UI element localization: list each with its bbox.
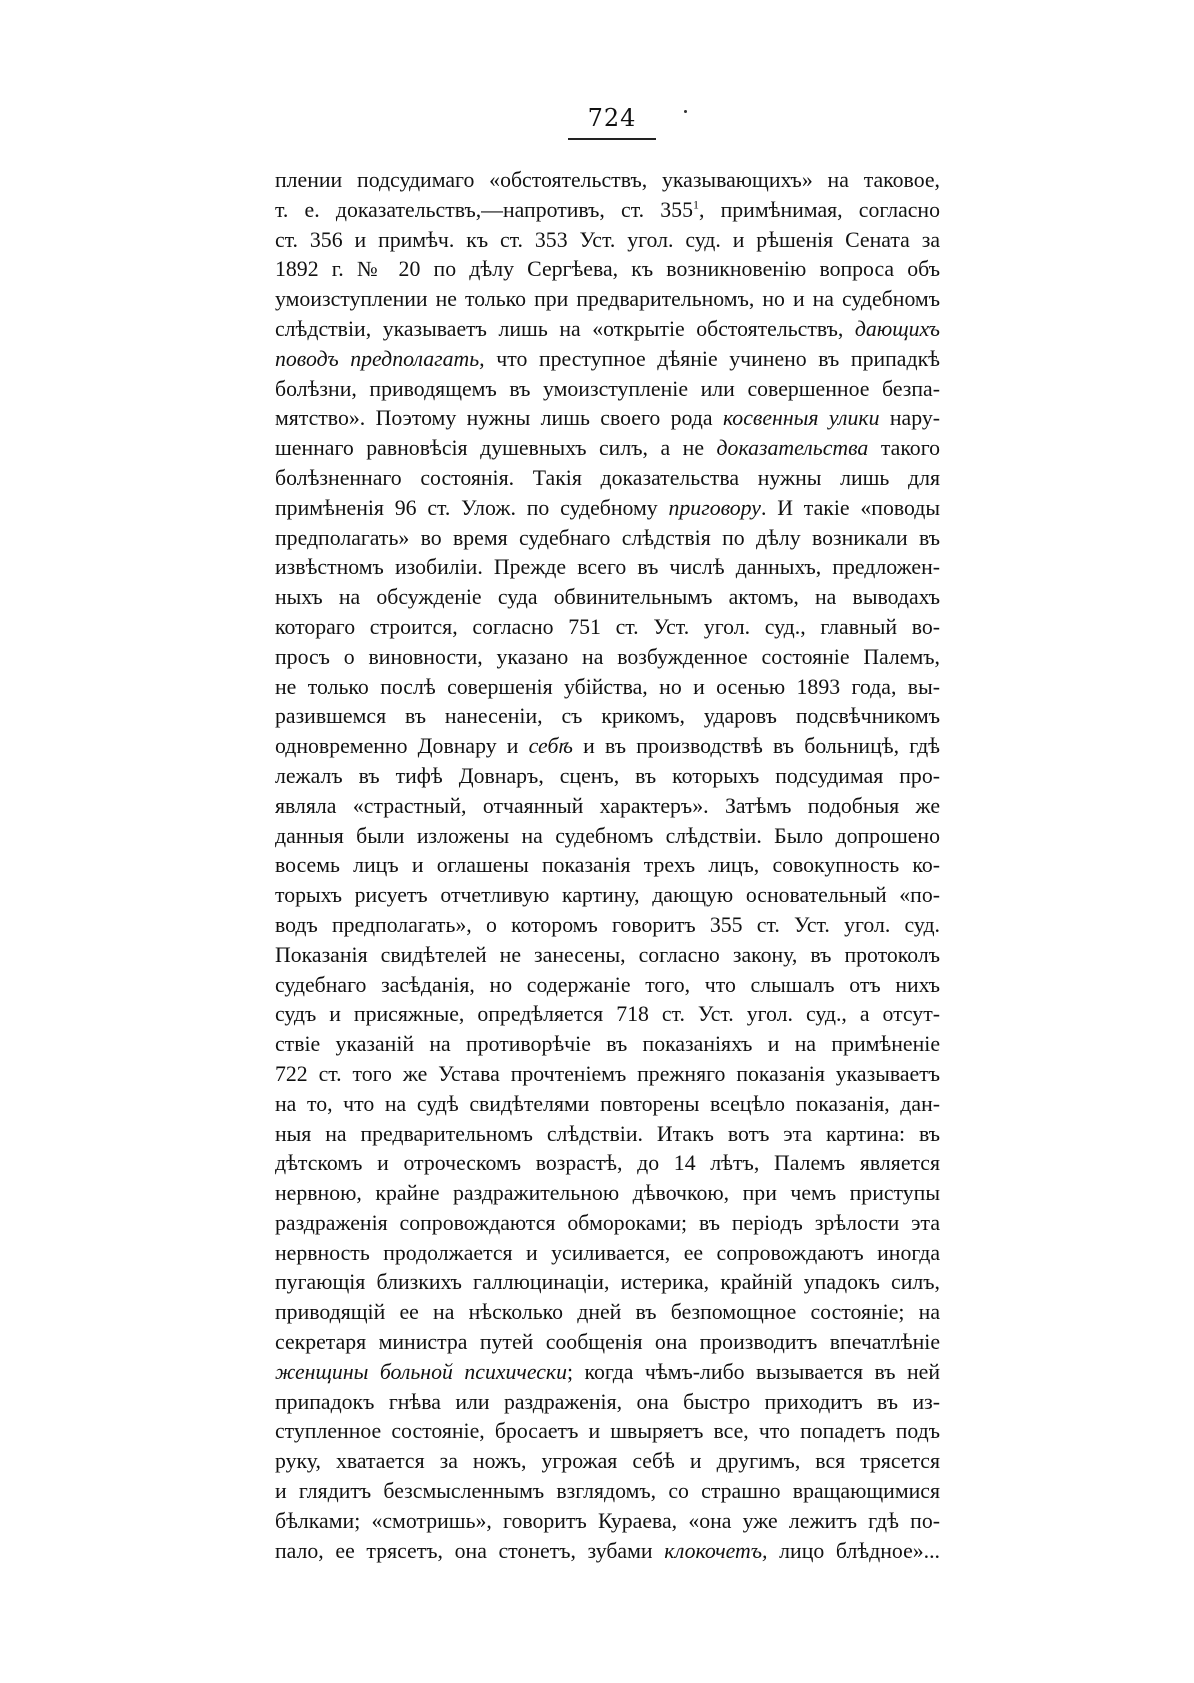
text-segment: не только послѣ совершенія убійства, но и осенью 1893 года, вы-: [275, 674, 940, 699]
text-line: [275, 1507, 940, 1537]
text-line: [275, 404, 940, 434]
text-segment: нервность продолжается и усиливается, ее сопровождаютъ иногда: [275, 1240, 940, 1265]
text-segment: дѣтскомъ и отроческомъ возрастѣ, до 14 лѣтъ, Палемъ является: [275, 1151, 940, 1176]
text-segment: пало, ее трясетъ, она стонетъ, зубами: [275, 1538, 665, 1563]
text-line: [275, 1447, 940, 1477]
text-line: [275, 881, 940, 911]
text-line: [275, 494, 940, 524]
text-line: [275, 911, 940, 941]
text-segment: бѣлками; «смотришь», говоритъ Кураева, «она уже лежитъ гдѣ по-: [275, 1508, 940, 1533]
text-segment: Показанія свидѣтелей не занесены, согласно закону, въ протоколъ: [275, 942, 940, 967]
page-number: 724: [587, 104, 637, 132]
text-segment: болѣзненнаго состоянія. Такія доказательства нужны лишь для: [275, 465, 940, 490]
page-number-rule: [568, 138, 656, 140]
text-line: [275, 1179, 940, 1209]
text-segment: что преступное дѣяніе учинено въ припадкѣ: [484, 346, 940, 371]
text-segment: просъ о виновности, указано на возбужденное состояніе Палемъ,: [275, 644, 940, 669]
text-line: [275, 1060, 940, 1090]
text-segment: мятство». Поэтому нужны лишь своего рода: [275, 406, 723, 431]
text-segment: восемь лицъ и оглашены показанія трехъ лицъ, совокупность ко-: [275, 853, 940, 878]
text-segment: и глядитъ безсмысленнымъ взглядомъ, со страшно вращающимися: [275, 1479, 940, 1504]
text-segment: ; когда чѣмъ-либо вызывается въ ней: [566, 1359, 940, 1384]
text-segment: , примѣнимая, согласно: [698, 197, 940, 222]
text-line: [275, 1417, 940, 1447]
footnote-superscript: 1: [692, 197, 699, 212]
text-segment: лицо блѣдное»...: [767, 1538, 940, 1563]
text-segment: такого: [868, 436, 940, 461]
text-line: [275, 1209, 940, 1239]
text-line: [275, 941, 940, 971]
italic-segment: приговору: [668, 495, 761, 520]
text-line: [275, 673, 940, 703]
text-line: [275, 1120, 940, 1150]
text-segment: 722 ст. того же Устава прочтеніемъ прежняго показанія указываетъ: [275, 1061, 940, 1086]
text-line: [275, 583, 940, 613]
text-line: [275, 196, 940, 226]
text-line: [275, 285, 940, 315]
text-segment: ныя на предварительномъ слѣдствіи. Итакъ вотъ эта картина: въ: [275, 1121, 940, 1146]
text-line: [275, 524, 940, 554]
text-segment: данныя были изложены на судебномъ слѣдствіи. Было допрошено: [275, 823, 940, 848]
text-segment: шеннаго равновѣсія душевныхъ силъ, а не: [275, 436, 717, 461]
text-line: [275, 762, 940, 792]
text-segment: . И такіе «поводы: [760, 495, 940, 520]
italic-segment: клокочетъ,: [664, 1538, 768, 1563]
text-line: [275, 315, 940, 345]
italic-segment: косвенныя улики: [722, 406, 880, 431]
text-segment: умоизступлении не только при предварительномъ, но и на судебномъ: [275, 287, 940, 312]
text-line: [275, 464, 940, 494]
text-line: [275, 166, 940, 196]
text-segment: лежалъ въ тифѣ Довнаръ, сценъ, въ которыхъ подсудимая про-: [275, 763, 940, 788]
text-segment: т. е. доказательствъ,—напротивъ, ст. 355: [275, 197, 693, 222]
text-segment: судебнаго засѣданія, но содержаніе того, что слышалъ отъ нихъ: [275, 972, 940, 997]
text-segment: ст. 356 и примѣч. къ ст. 353 Уст. угол. суд. и рѣшенія Сената за: [275, 227, 940, 252]
text-segment: ствіе указаній на противорѣчіе въ показаніяхъ и на примѣненіе: [275, 1032, 940, 1057]
print-speck: [684, 110, 687, 113]
text-line: [275, 1537, 940, 1567]
text-line: [275, 255, 940, 285]
text-segment: припадокъ гнѣва или раздраженія, она быстро приходитъ въ из-: [275, 1389, 940, 1414]
text-line: [275, 702, 940, 732]
text-segment: болѣзни, приводящемъ въ умоизступленіе или совершенное безпа-: [275, 376, 940, 401]
text-line: [275, 822, 940, 852]
text-line: [275, 1030, 940, 1060]
italic-segment: дающихъ: [854, 316, 940, 341]
italic-segment: женщины больной психически: [275, 1359, 567, 1384]
text-segment: пугающія близкихъ галлюцинаціи, истерика, крайній упадокъ силъ,: [275, 1270, 940, 1295]
text-line: [275, 1239, 940, 1269]
text-segment: и въ производствѣ въ больницѣ, гдѣ: [572, 734, 940, 759]
text-line: [275, 613, 940, 643]
text-segment: приводящій ее на нѣсколько дней въ безпомощное состояніе; на: [275, 1300, 940, 1325]
text-line: [275, 1149, 940, 1179]
text-segment: предполагать» во время судебнаго слѣдствія по дѣлу возникали въ: [275, 525, 940, 550]
text-segment: извѣстномъ изобиліи. Прежде всего въ числѣ данныхъ, предложен-: [275, 555, 940, 580]
text-segment: ступленное состояніе, бросаетъ и швыряетъ все, что попадетъ подъ: [275, 1419, 940, 1444]
text-segment: ныхъ на обсужденіе суда обвинительнымъ актомъ, на выводахъ: [275, 585, 940, 610]
text-segment: секретаря министра путей сообщенія она производитъ впечатлѣніе: [275, 1330, 940, 1355]
text-segment: примѣненія 96 ст. Улож. по судебному: [275, 495, 669, 520]
text-segment: судъ и присяжные, опредѣляется 718 ст. Уст. угол. суд., а отсут-: [275, 1002, 940, 1027]
text-segment: раздраженія сопровождаются обмороками; въ періодъ зрѣлости эта: [275, 1210, 940, 1235]
italic-segment: поводъ предполагать,: [275, 346, 485, 371]
text-segment: нервною, крайне раздражительною дѣвочкою, при чемъ приступы: [275, 1181, 940, 1206]
text-segment: руку, хватается за ножъ, угрожая себѣ и другимъ, вся трясется: [275, 1449, 940, 1474]
text-line: [275, 1090, 940, 1120]
text-line: [275, 851, 940, 881]
text-segment: слѣдствіи, указываетъ лишь на «открытіе обстоятельствъ,: [275, 316, 855, 341]
text-segment: разившемся въ нанесеніи, съ крикомъ, ударовъ подсвѣчникомъ: [275, 704, 940, 729]
text-line: [275, 1000, 940, 1030]
italic-segment: себѣ: [528, 734, 573, 759]
text-line: [275, 434, 940, 464]
text-line: [275, 1388, 940, 1418]
text-line: [275, 226, 940, 256]
text-line: [275, 971, 940, 1001]
text-segment: плении подсудимаго «обстоятельствъ, указывающихъ» на таковое,: [275, 168, 940, 192]
text-line: [275, 1268, 940, 1298]
text-segment: являла «страстный, отчаянный характеръ». Затѣмъ подобныя же: [275, 793, 940, 818]
text-line: [275, 1358, 940, 1388]
text-segment: водъ предполагать», о которомъ говоритъ 355 ст. Уст. угол. суд.: [275, 912, 940, 937]
italic-segment: доказательства: [716, 436, 869, 461]
text-line: [275, 1477, 940, 1507]
text-segment: торыхъ рисуетъ отчетливую картину, дающую основательный «по-: [275, 883, 940, 908]
text-segment: 1892 г. № 20 по дѣлу Сергѣева, къ возникновенію вопроса объ: [275, 257, 940, 282]
text-line: [275, 643, 940, 673]
text-line: [275, 792, 940, 822]
text-segment: на то, что на судѣ свидѣтелями повторены всецѣло показанія, дан-: [275, 1091, 940, 1116]
text-segment: одновременно Довнару и: [275, 734, 529, 759]
text-line: [275, 553, 940, 583]
text-line: [275, 1298, 940, 1328]
text-segment: нару-: [879, 406, 940, 431]
text-line: [275, 345, 940, 375]
text-line: [275, 1328, 940, 1358]
body-text: [275, 166, 940, 1566]
text-segment: котораго строится, согласно 751 ст. Уст. угол. суд., главный во-: [275, 614, 940, 639]
text-line: [275, 375, 940, 405]
text-line: [275, 732, 940, 762]
